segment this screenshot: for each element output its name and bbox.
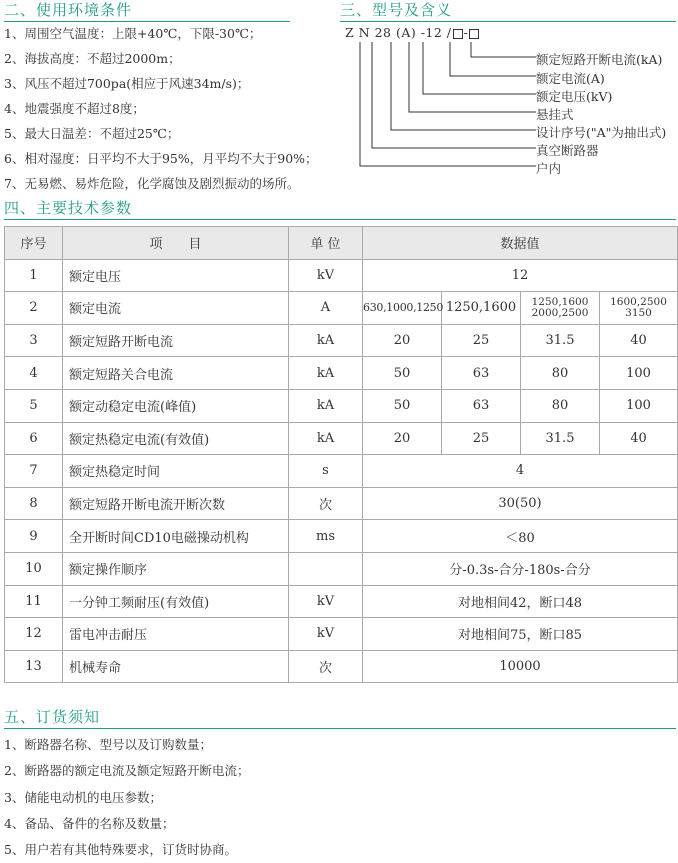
table-row: [5, 422, 678, 455]
table-row: [5, 552, 678, 585]
table-row: [5, 292, 678, 325]
cell-no: 4: [5, 357, 63, 390]
order-list: [4, 732, 249, 863]
table-row: [5, 389, 678, 422]
cell-item: 雷电冲击耐压: [63, 618, 289, 651]
cell-value: 1250,1600: [442, 292, 521, 325]
cell-no: 11: [5, 585, 63, 618]
cell-item: 额定电流: [63, 292, 289, 325]
section-title-model: 三、型号及含义: [340, 1, 453, 19]
cell-item: 额定操作顺序: [63, 552, 289, 585]
cell-unit: s: [289, 455, 363, 488]
list-item: 7、无易燃、易炸危险，化学腐蚀及剧烈振动的场所。: [4, 176, 300, 191]
cell-unit: kV: [289, 585, 363, 618]
cell-unit: A: [289, 292, 363, 325]
section-underline: [340, 21, 676, 22]
table-row: [5, 487, 678, 520]
cell-item: 额定热稳定电流(有效值): [63, 422, 289, 455]
list-item: 4、地震强度不超过8度；: [4, 101, 145, 116]
cell-value: 30(50): [363, 487, 678, 520]
list-item: 5、最大日温差：不超过25℃；: [4, 126, 180, 141]
cell-value: 10000: [363, 650, 678, 683]
cell-unit: kA: [289, 389, 363, 422]
cell-no: 9: [5, 520, 63, 553]
section-underline: [4, 219, 676, 220]
cell-value: 分-0.3s-合分-180s-合分: [363, 552, 678, 585]
header-no: 序号: [5, 227, 63, 260]
list-item: 6、相对湿度：日平均不大于95%，月平均不大于90%；: [4, 151, 318, 166]
list-item: 4、备品、备件的名称及数量；: [4, 815, 175, 831]
cell-unit: kV: [289, 259, 363, 292]
cell-item: 额定电压: [63, 259, 289, 292]
cell-value: ＜80: [363, 520, 678, 553]
section-title-params: 四、主要技术参数: [4, 199, 133, 217]
list-item: 5、用户若有其他特殊要求，订货时协商。: [4, 842, 237, 858]
cell-value: 25: [442, 324, 521, 357]
header-item: 项 目: [63, 227, 289, 260]
cell-value: 80: [521, 389, 600, 422]
cell-value: 40: [600, 422, 678, 455]
cell-item: 额定动稳定电流(峰值): [63, 389, 289, 422]
cell-no: 5: [5, 389, 63, 422]
table-row: [5, 618, 678, 651]
cell-no: 10: [5, 552, 63, 585]
cell-value: 100: [600, 357, 678, 390]
cell-item: 全开断时间CD10电磁操动机构: [63, 520, 289, 553]
model-label: 额定短路开断电流(kA): [536, 52, 663, 67]
cell-item: 机械寿命: [63, 650, 289, 683]
cell-item: 额定短路开断电流: [63, 324, 289, 357]
cell-unit: [289, 552, 363, 585]
cell-no: 8: [5, 487, 63, 520]
header-unit: 单 位: [289, 227, 363, 260]
model-label: 真空断路器: [536, 143, 599, 158]
cell-unit: ms: [289, 520, 363, 553]
cell-value: 100: [600, 389, 678, 422]
cell-value: 1600,2500 3150: [600, 292, 678, 325]
cell-value: 4: [363, 455, 678, 488]
list-item: 2、断路器的额定电流及额定短路开断电流；: [4, 763, 250, 779]
section-underline: [4, 728, 676, 729]
table-row: [5, 357, 678, 390]
cell-value: 50: [363, 389, 442, 422]
model-diagram-lines: [340, 34, 540, 174]
cell-value: 对地相间42，断口48: [363, 585, 678, 618]
cell-no: 13: [5, 650, 63, 683]
cell-unit: kA: [289, 422, 363, 455]
cell-no: 6: [5, 422, 63, 455]
list-item: 1、断路器名称、型号以及订购数量；: [4, 737, 212, 752]
cell-value: 对地相间75，断口85: [363, 618, 678, 651]
model-label: 悬挂式: [536, 107, 574, 122]
header-value: 数据值: [363, 227, 678, 260]
cell-value: 31.5: [521, 324, 600, 357]
cell-unit: kA: [289, 357, 363, 390]
cell-value: 20: [363, 324, 442, 357]
table-row: [5, 324, 678, 357]
cell-value: 630,1000,1250: [363, 292, 442, 325]
list-item: 1、周围空气温度：上限+40℃，下限-30℃；: [4, 26, 262, 41]
table-row: [5, 520, 678, 553]
cell-no: 2: [5, 292, 63, 325]
table-row: [5, 259, 678, 292]
cell-value: 12: [363, 259, 678, 292]
cell-no: 12: [5, 618, 63, 651]
list-item: 3、风压不超过700pa(相应于风速34m/s)；: [4, 76, 250, 91]
cell-value: 80: [521, 357, 600, 390]
table-row: [5, 455, 678, 488]
cell-value: 63: [442, 389, 521, 422]
cell-no: 1: [5, 259, 63, 292]
cell-value: 63: [442, 357, 521, 390]
cell-value: 20: [363, 422, 442, 455]
cell-unit: 次: [289, 650, 363, 683]
list-item: 2、海拔高度：不超过2000m；: [4, 51, 181, 66]
cell-value: 50: [363, 357, 442, 390]
cell-item: 额定短路关合电流: [63, 357, 289, 390]
table-header-row: [5, 227, 678, 260]
cell-unit: kA: [289, 324, 363, 357]
model-code-dash: -: [463, 25, 469, 40]
params-table: [4, 226, 678, 683]
table-row: [5, 650, 678, 683]
cell-value: 40: [600, 324, 678, 357]
cell-no: 3: [5, 324, 63, 357]
section-title-environment: 二、使用环境条件: [4, 1, 133, 19]
model-label: 户内: [536, 161, 562, 176]
cell-item: 一分钟工频耐压(有效值): [63, 585, 289, 618]
cell-value: 25: [442, 422, 521, 455]
list-item: 3、储能电动机的电压参数；: [4, 789, 162, 805]
cell-value: 31.5: [521, 422, 600, 455]
model-label: 设计序号("A"为抽出式): [536, 125, 667, 140]
cell-unit: 次: [289, 487, 363, 520]
cell-no: 7: [5, 455, 63, 488]
cell-item: 额定短路开断电流开断次数: [63, 487, 289, 520]
model-label: 额定电压(kV): [536, 89, 613, 104]
section-title-order: 五、订货须知: [4, 708, 101, 726]
environment-list: [4, 21, 334, 196]
cell-unit: kV: [289, 618, 363, 651]
cell-value: 1250,1600 2000,2500: [521, 292, 600, 325]
model-code-prefix: Z N 28 (A) -12 /: [345, 25, 452, 40]
table-row: [5, 585, 678, 618]
cell-item: 额定热稳定时间: [63, 455, 289, 488]
model-label: 额定电流(A): [536, 71, 605, 86]
